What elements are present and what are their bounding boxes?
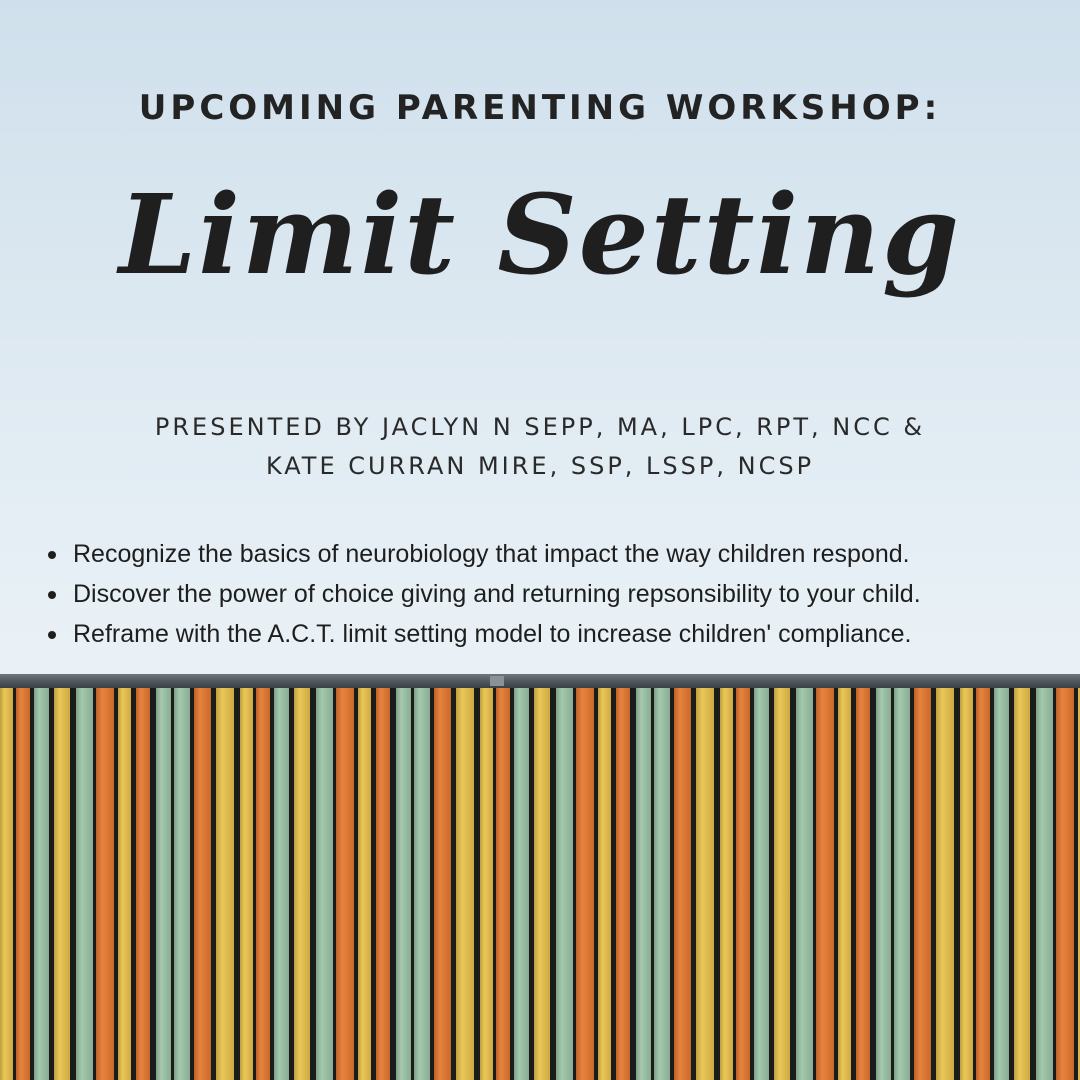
fence-slat bbox=[0, 688, 13, 1080]
fence-slat bbox=[54, 688, 70, 1080]
fence-slat bbox=[720, 688, 733, 1080]
list-item: Discover the power of choice giving and returning repsonsibility to your child. bbox=[46, 574, 921, 614]
workshop-title: Limit Setting bbox=[118, 170, 962, 299]
fence-slat bbox=[976, 688, 990, 1080]
fence-slat bbox=[118, 688, 131, 1080]
fence-slat bbox=[1056, 688, 1074, 1080]
fence-slat bbox=[434, 688, 451, 1080]
fence-slat bbox=[456, 688, 474, 1080]
rail-joint bbox=[490, 676, 504, 686]
fence-slat bbox=[556, 688, 573, 1080]
fence-slat bbox=[256, 688, 270, 1080]
fence-top-rail bbox=[0, 674, 1080, 688]
fence-slat bbox=[396, 688, 411, 1080]
fence-slat bbox=[156, 688, 171, 1080]
colorful-slat-fence bbox=[0, 688, 1080, 1080]
fence-slat bbox=[994, 688, 1009, 1080]
fence-slat bbox=[936, 688, 954, 1080]
fence-slat bbox=[514, 688, 529, 1080]
fence-slat bbox=[76, 688, 93, 1080]
fence-slat bbox=[336, 688, 354, 1080]
workshop-kicker: UPCOMING PARENTING WORKSHOP: bbox=[138, 88, 942, 128]
fence-slat bbox=[674, 688, 691, 1080]
fence-slat bbox=[34, 688, 49, 1080]
fence-slat bbox=[316, 688, 333, 1080]
fence-slat bbox=[414, 688, 430, 1080]
fence-slat bbox=[838, 688, 851, 1080]
fence-slat bbox=[174, 688, 190, 1080]
fence-slat bbox=[194, 688, 211, 1080]
fence-slat bbox=[240, 688, 253, 1080]
fence-slat bbox=[960, 688, 973, 1080]
fence-slat bbox=[894, 688, 910, 1080]
fence-slat bbox=[376, 688, 390, 1080]
fence-slat bbox=[796, 688, 813, 1080]
fence-slat bbox=[96, 688, 114, 1080]
fence-slat bbox=[534, 688, 550, 1080]
fence-slat bbox=[754, 688, 769, 1080]
fence-slat bbox=[816, 688, 834, 1080]
learning-goals-list bbox=[46, 534, 921, 654]
fence-slat bbox=[636, 688, 651, 1080]
fence-slat bbox=[696, 688, 714, 1080]
fence-slat bbox=[774, 688, 790, 1080]
fence-slat bbox=[736, 688, 750, 1080]
fence-slat bbox=[294, 688, 310, 1080]
fence-slat bbox=[358, 688, 371, 1080]
fence-slat bbox=[654, 688, 670, 1080]
presenter-line-2: KATE CURRAN MIRE, SSP, LSSP, NCSP bbox=[265, 452, 815, 480]
fence-slat bbox=[914, 688, 931, 1080]
fence-slat bbox=[496, 688, 510, 1080]
fence-slat bbox=[16, 688, 30, 1080]
list-item: Reframe with the A.C.T. limit setting model to increase children' compliance. bbox=[46, 614, 921, 654]
fence-slat bbox=[856, 688, 870, 1080]
fence-slat bbox=[136, 688, 150, 1080]
fence-slat bbox=[480, 688, 493, 1080]
fence-slat bbox=[576, 688, 594, 1080]
fence-slat bbox=[274, 688, 289, 1080]
list-item: Recognize the basics of neurobiology that impact the way children respond. bbox=[46, 534, 921, 574]
fence-slat bbox=[616, 688, 630, 1080]
fence-slat bbox=[876, 688, 891, 1080]
fence-slat bbox=[598, 688, 611, 1080]
fence-slat bbox=[1036, 688, 1053, 1080]
presenter-line-1: PRESENTED BY JACLYN N SEPP, MA, LPC, RPT, NCC & bbox=[154, 413, 926, 441]
fence-slat bbox=[216, 688, 234, 1080]
fence-slat bbox=[1014, 688, 1030, 1080]
